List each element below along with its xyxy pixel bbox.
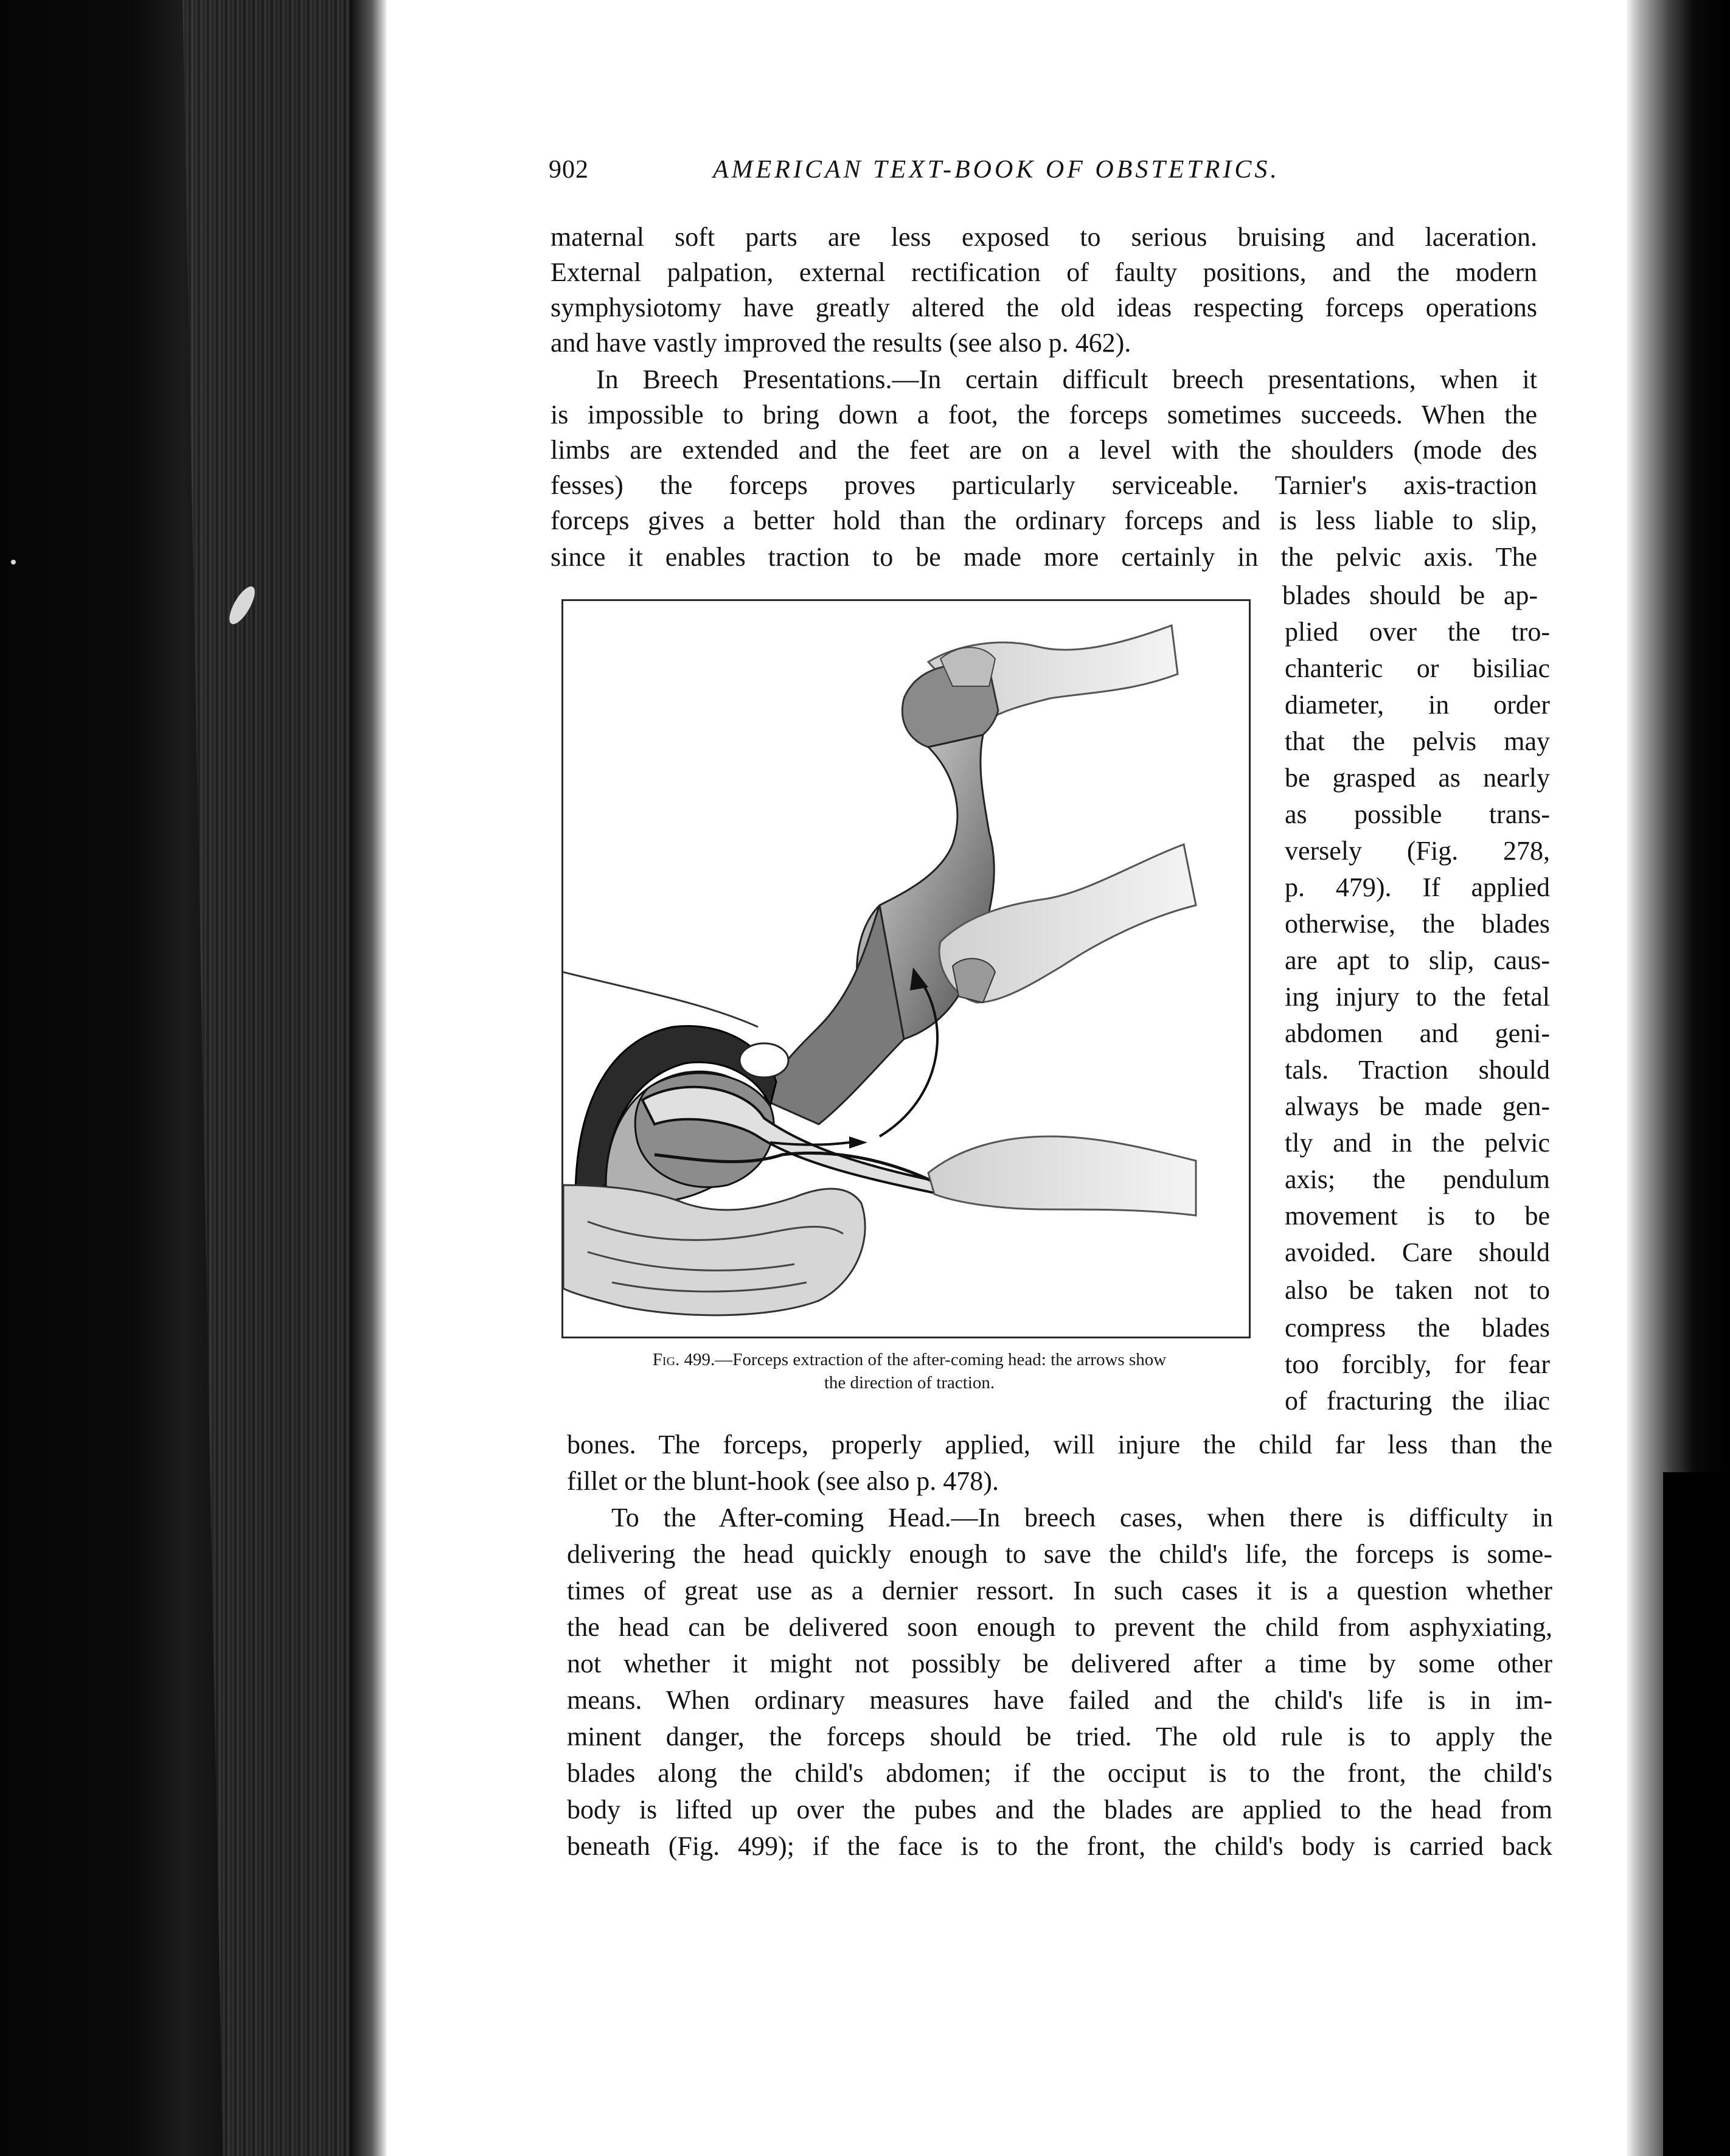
wrap-text-line: are apt to slip, caus- xyxy=(1285,945,1550,975)
wrap-text-line: also be taken not to xyxy=(1285,1275,1550,1305)
wrap-text-line: axis; the pendulum xyxy=(1285,1164,1550,1194)
text-line: fesses) the forceps proves particularly serviceable. Tarnier's axis-traction xyxy=(551,470,1537,500)
text-line: is impossible to bring down a foot, the forceps sometimes succeeds. When the xyxy=(551,400,1537,429)
page-number: 902 xyxy=(549,156,589,184)
wrap-text-line: movement is to be xyxy=(1285,1201,1550,1231)
wrap-text-line: plied over the tro- xyxy=(1285,617,1550,647)
text-line: blades along the child's abdomen; if the occiput is to the front, the child's xyxy=(567,1758,1552,1788)
wrap-text-line: as possible trans- xyxy=(1285,799,1550,829)
text-line: beneath (Fig. 499); if the face is to the front, the child's body is carried back xyxy=(567,1831,1552,1861)
wrap-text-line: abdomen and geni- xyxy=(1285,1018,1550,1048)
text-line: fillet or the blunt-hook (see also p. 478). xyxy=(567,1466,999,1496)
text-line: not whether it might not possibly be delivered after a time by some other xyxy=(567,1649,1552,1678)
text-line: since it enables traction to be made more certainly in the pelvic axis. The xyxy=(551,542,1537,572)
text-line: times of great use as a dernier ressort. In such cases it is a question whether xyxy=(567,1576,1552,1605)
text-line: means. When ordinary measures have failed and the child's life is in im- xyxy=(567,1685,1552,1715)
figure-caption xyxy=(563,1348,1256,1394)
text-line: minent danger, the forceps should be tried. The old rule is to apply the xyxy=(567,1722,1552,1751)
wrap-text-line: p. 479). If applied xyxy=(1285,872,1550,902)
text-line: delivering the head quickly enough to save the child's life, the forceps is some- xyxy=(567,1539,1552,1569)
running-head xyxy=(549,155,1382,192)
text-line: body is lifted up over the pubes and the blades are applied to the head from xyxy=(567,1795,1552,1824)
text-line: bones. The forceps, properly applied, will injure the child far less than the xyxy=(567,1430,1552,1459)
text-line: the head can be delivered soon enough to prevent the child from asphyxiating, xyxy=(567,1612,1552,1642)
obstetric-illustration xyxy=(563,601,1249,1337)
figure-caption-text-2: the direction of traction. xyxy=(824,1373,995,1393)
text-line: symphysiotomy have greatly altered the old ideas respecting forceps operations xyxy=(551,293,1537,322)
wrap-text-line: tals. Traction should xyxy=(1285,1055,1550,1085)
wrap-text-line: versely (Fig. 278, xyxy=(1285,836,1550,866)
wrap-text-line: of fracturing the iliac xyxy=(1285,1386,1550,1416)
wrap-text-line: avoided. Care should xyxy=(1285,1237,1550,1267)
wrap-text-line: tly and in the pelvic xyxy=(1285,1128,1550,1158)
wrap-text-line: be grasped as nearly xyxy=(1285,763,1550,793)
wrap-text-line: otherwise, the blades xyxy=(1285,909,1550,939)
figure-label: Fig. 499. xyxy=(652,1350,715,1369)
figure-499-illustration xyxy=(561,599,1251,1338)
wrap-text-line: blades should be ap- xyxy=(1282,580,1538,610)
text-line: limbs are extended and the feet are on a level with the shoulders (mode des xyxy=(551,435,1537,465)
wrap-text-line: ing injury to the fetal xyxy=(1285,982,1550,1012)
wrap-text-line: that the pelvis may xyxy=(1285,726,1550,756)
wrap-text-line: diameter, in order xyxy=(1285,690,1550,720)
text-line: maternal soft parts are less exposed to serious bruising and laceration. xyxy=(551,222,1537,252)
wrap-text-line: compress the blades xyxy=(1285,1313,1550,1343)
running-title: AMERICAN TEXT-BOOK OF OBSTETRICS. xyxy=(713,156,1280,184)
text-line: External palpation, external rectification of faulty positions, and the modern xyxy=(551,257,1537,287)
figure-caption-text: —Forceps extraction of the after-coming head: the arrows show xyxy=(715,1350,1167,1369)
wrap-text-line: too forcibly, for fear xyxy=(1285,1349,1550,1379)
text-line: In Breech Presentations.—In certain difficult breech presentations, when it xyxy=(596,364,1537,394)
text-line: To the After-coming Head.—In breech cases, when there is difficulty in xyxy=(611,1503,1553,1532)
text-line: and have vastly improved the results (see also p. 462). xyxy=(551,328,1131,358)
text-line: forceps gives a better hold than the ordinary forceps and is less liable to slip, xyxy=(551,506,1537,535)
wrap-text-line: chanteric or bisiliac xyxy=(1285,653,1550,683)
wrap-text-line: always be made gen- xyxy=(1285,1091,1550,1121)
